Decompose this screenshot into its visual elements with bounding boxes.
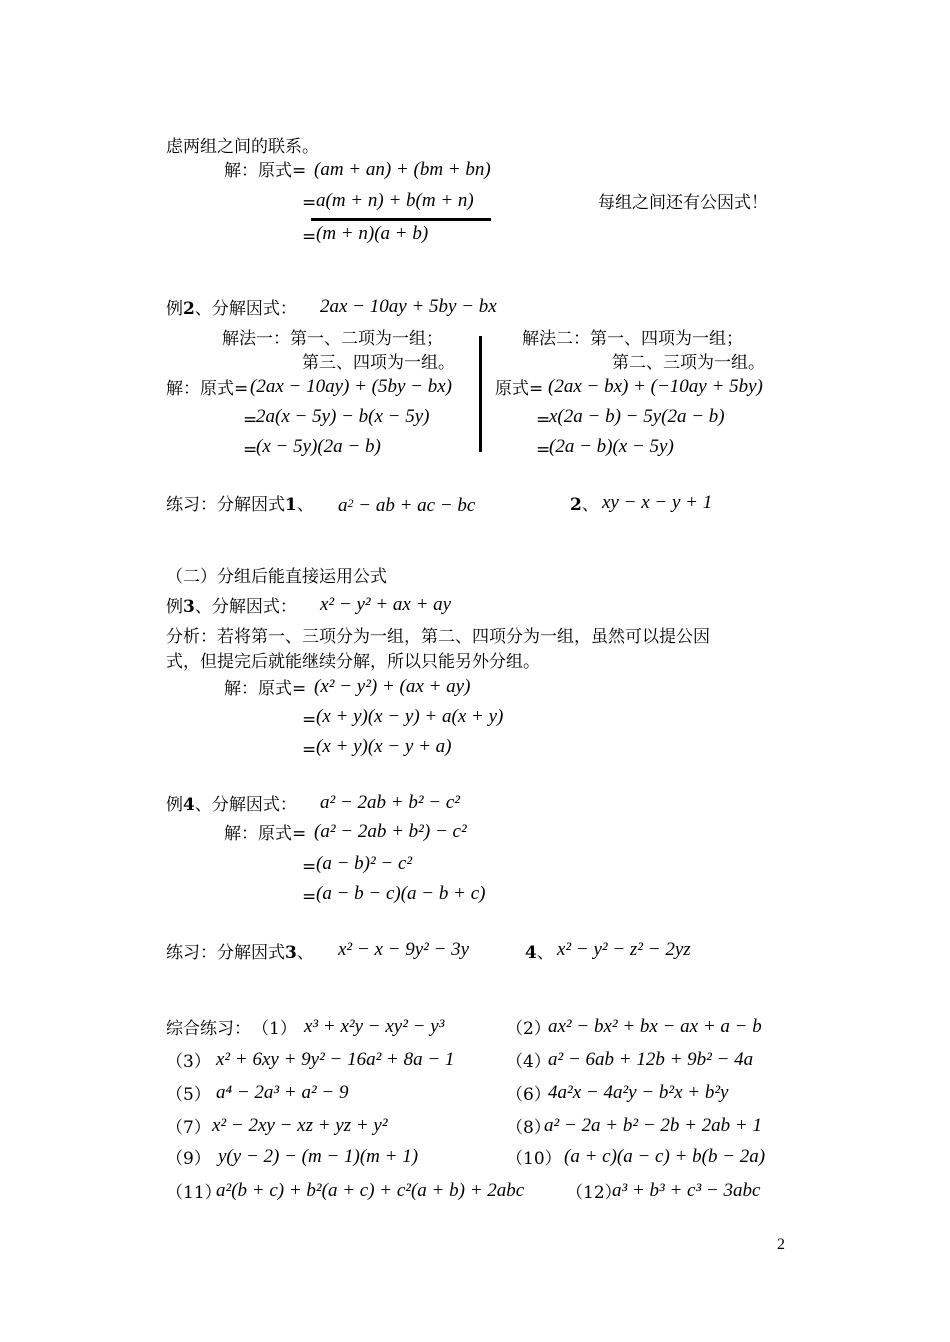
ex4-expression: a² − 2ab + b² − c² — [320, 792, 460, 813]
intro-step-2-eq: = — [302, 193, 317, 213]
ex4-solution-label: 解：原式= — [224, 824, 307, 844]
ex3-step-2: (x + y)(x − y) + a(x + y) — [316, 706, 504, 727]
ex4-step-1: (a² − 2ab + b²) − c² — [314, 821, 467, 842]
ex3-eq-3: = — [302, 740, 317, 760]
exercise-expr: a² − 6ab + 12b + 9b² − 4a — [548, 1049, 754, 1070]
exercise-num: （6） — [506, 1085, 551, 1105]
intro-step-3: (m + n)(a + b) — [316, 223, 429, 244]
ex2-label: 例2、分解因式： — [166, 299, 297, 319]
practice2-expr-4: x² − y² − z² − 2yz — [557, 939, 691, 960]
ex3-step-1: (x² − y²) + (ax + ay) — [314, 676, 471, 697]
page-number: 2 — [777, 1236, 785, 1253]
exercise-num: （2） — [506, 1019, 551, 1039]
intro-note: 每组之间还有公因式！ — [598, 193, 768, 213]
ex2-expression: 2ax − 10ay + 5by − bx — [320, 296, 497, 317]
ex3-analysis-line2: 式，但提完后就能继续分解，所以只能另外分组。 — [166, 652, 540, 672]
ex4-eq-2: = — [302, 857, 317, 877]
column-divider — [479, 336, 482, 452]
intro-step-3-eq: = — [302, 227, 317, 247]
exercise-expr: x² + 6xy + 9y² − 16a² + 8a − 1 — [216, 1049, 455, 1070]
ex3-eq-2: = — [302, 710, 317, 730]
exercise-expr: x³ + x²y − xy² − y³ — [304, 1016, 445, 1037]
exercise-expr: ax² − bx² + bx − ax + a − b — [548, 1016, 762, 1037]
practice2-expr-3: x² − x − 9y² − 3y — [338, 939, 470, 960]
practice1-expr-2: xy − x − y + 1 — [602, 492, 713, 513]
ex4-eq-3: = — [302, 887, 317, 907]
ex2-left-eq-2: = — [243, 410, 258, 430]
practice1-num-2: 2、 — [570, 495, 599, 515]
ex3-solution-label: 解：原式= — [224, 679, 307, 699]
exercise-num: （10） — [506, 1149, 562, 1169]
ex2-right-label: 原式= — [495, 379, 544, 399]
ex4-step-2: (a − b)² − c² — [316, 853, 413, 874]
ex3-label: 例3、分解因式： — [166, 597, 297, 617]
ex2-right-eq-2: = — [536, 410, 551, 430]
exercise-num: （4） — [506, 1052, 551, 1072]
exercise-expr: y(y − 2) − (m − 1)(m + 1) — [218, 1146, 419, 1167]
ex2-left-label: 解：原式= — [166, 379, 249, 399]
exercise-expr: 4a²x − 4a²y − b²x + b²y — [548, 1082, 729, 1103]
ex2-right-step-1: (2ax − bx) + (−10ay + 5by) — [548, 376, 763, 397]
ex2-left-step-1: (2ax − 10ay) + (5by − bx) — [250, 376, 453, 397]
exercise-num: （9） — [166, 1149, 211, 1169]
exercise-expr: a³ + b³ + c³ − 3abc — [612, 1180, 761, 1201]
exercise-num: （8） — [506, 1118, 551, 1138]
ex2-method1-line1: 解法一：第一、二项为一组； — [222, 329, 443, 349]
practice1-label: 练习：分解因式1、 — [166, 495, 314, 515]
section-heading: （二）分组后能直接运用公式 — [166, 567, 387, 587]
intro-solution-label: 解：原式= — [224, 161, 307, 181]
ex2-method2-line1: 解法二：第一、四项为一组； — [522, 329, 743, 349]
exercise-expr: a⁴ − 2a³ + a² − 9 — [216, 1082, 349, 1103]
practice2-label: 练习：分解因式3、 — [166, 943, 314, 963]
exercise-num: （3） — [166, 1052, 211, 1072]
exercise-expr: a² − 2a + b² − 2b + 2ab + 1 — [544, 1115, 762, 1136]
exercise-expr: (a + c)(a − c) + b(b − 2a) — [564, 1146, 766, 1167]
practice2-num-4: 4、 — [525, 943, 554, 963]
ex2-right-step-3: (2a − b)(x − 5y) — [549, 436, 674, 457]
comprehensive-label: 综合练习： — [166, 1019, 251, 1039]
ex2-right-eq-3: = — [536, 440, 551, 460]
ex2-right-step-2: x(2a − b) − 5y(2a − b) — [549, 406, 725, 427]
ex2-method1-line2: 第三、四项为一组。 — [302, 353, 455, 373]
exercise-num: （12） — [566, 1183, 622, 1203]
ex3-analysis-line1: 分析：若将第一、三项分为一组，第二、四项分为一组，虽然可以提公因 — [166, 627, 710, 647]
exercise-num: （1） — [252, 1019, 297, 1039]
exercise-num: （5） — [166, 1085, 211, 1105]
ex3-expression: x² − y² + ax + ay — [320, 594, 452, 615]
exercise-expr: x² − 2xy − xz + yz + y² — [212, 1115, 388, 1136]
exercise-num: （11） — [166, 1183, 222, 1203]
intro-step-2: a(m + n) + b(m + n) — [316, 190, 474, 211]
intro-step-1: (am + an) + (bm + bn) — [314, 159, 491, 180]
intro-line: 虑两组之间的联系。 — [166, 137, 319, 157]
ex2-left-eq-3: = — [243, 440, 258, 460]
ex3-step-3: (x + y)(x − y + a) — [316, 736, 452, 757]
ex2-left-step-3: (x − 5y)(2a − b) — [256, 436, 381, 457]
ex2-method2-line2: 第二、三项为一组。 — [612, 353, 765, 373]
exercise-expr: a²(b + c) + b²(a + c) + c²(a + b) + 2abc — [216, 1180, 525, 1201]
underline-rule — [311, 218, 491, 221]
ex4-label: 例4、分解因式： — [166, 795, 297, 815]
ex4-step-3: (a − b − c)(a − b + c) — [316, 883, 486, 904]
exercise-num: （7） — [166, 1118, 211, 1138]
practice1-expr-1: $a^2$ − ab + ac − bc — [338, 495, 476, 516]
ex2-left-step-2: 2a(x − 5y) − b(x − 5y) — [256, 406, 430, 427]
